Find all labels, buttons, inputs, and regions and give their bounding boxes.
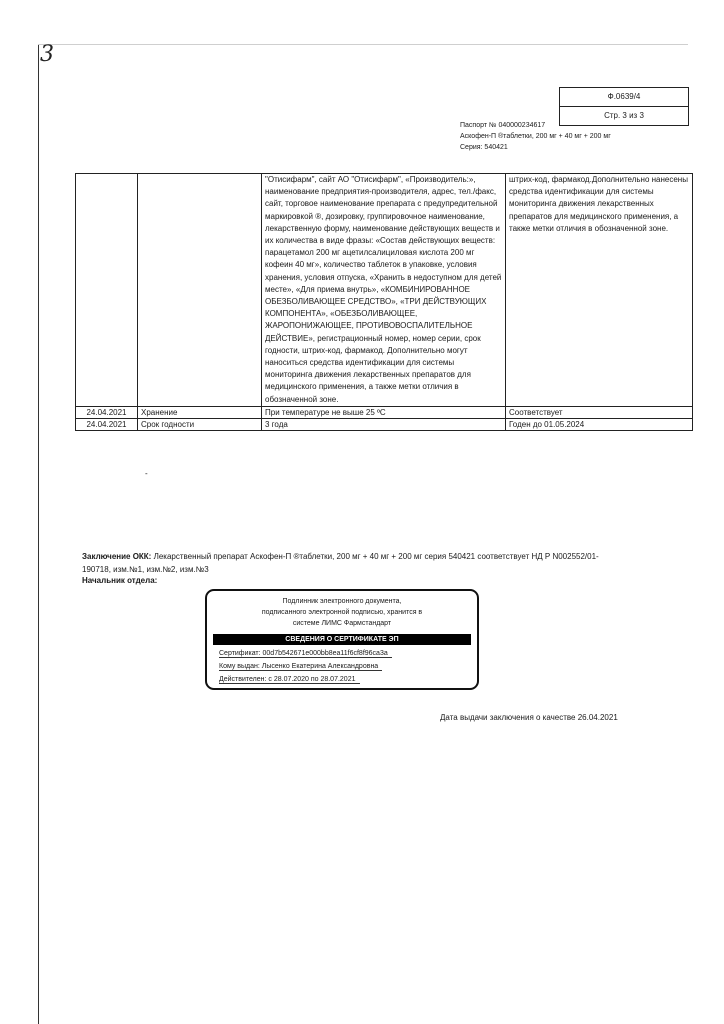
stamp-header — [207, 591, 477, 629]
stamp-certificate-bar: СВЕДЕНИЯ О СЕРТИФИКАТЕ ЭП — [213, 634, 471, 645]
table-cell-parameter — [138, 174, 262, 407]
conclusion-paragraph — [82, 551, 622, 576]
table-cell-requirement: 3 года — [262, 418, 506, 430]
stamp-line-1: Подлинник электронного документа, — [282, 598, 402, 605]
passport-header — [460, 120, 611, 153]
passport-number: Паспорт № 040000234617 — [460, 122, 546, 129]
handwritten-page-number: 3 — [40, 42, 54, 67]
issued-to-value: Кому выдан: Лысенко Екатерина Александровна — [219, 663, 382, 671]
product-name: Аскофен-П ®таблетки, 200 мг + 40 мг + 200 мг — [460, 133, 611, 140]
table-cell-result: штрих-код, фармакод.Дополнительно нанесены средства идентификации для системы мониторинга движения лекарственных препаратов для медицинского применения, а также метки отличия в обозначенной зоне. — [506, 174, 693, 407]
conclusion-text: Лекарственный препарат Аскофен-П ®таблетки, 200 мг + 40 мг + 200 мг серия 540421 соответствует НД Р N002552/01-190718, изм.№1, изм.№2, изм.№3 — [82, 552, 599, 574]
table-tick-mark: - — [145, 469, 148, 478]
certificate-value: Сертификат: 00d7b542671e000bb8ea11f6cf8f96ca3a — [219, 650, 392, 658]
table-cell-result: Годен до 01.05.2024 — [506, 418, 693, 430]
page-info: Стр. 3 из 3 — [560, 106, 688, 125]
stamp-issued-to — [219, 662, 477, 671]
table-row — [76, 418, 693, 430]
table-row — [76, 406, 693, 418]
scan-top-line — [38, 44, 688, 45]
table-cell-parameter: Срок годности — [138, 418, 262, 430]
table-row — [76, 174, 693, 407]
issue-date: Дата выдачи заключения о качестве 26.04.2021 — [440, 713, 618, 722]
stamp-line-3: системе ЛИМС Фармстандарт — [292, 620, 392, 627]
stamp-line-2: подписанного электронной подписью, хранится в — [261, 609, 423, 616]
form-code: Ф.0639/4 — [607, 92, 641, 101]
table-cell-requirement: "Отисифарм", сайт АО "Отисифарм", «Производитель:», наименование предприятия-производителя, адрес, тел./факс, сайт, торговое наименование препарата с предупредительной маркировкой ®, дозировку, группировочное наименование, лекарственную форму, наименование действующих веществ и их количества в виде фразы: «Состав действующих веществ: парацетамол 200 мг ацетилсалициловая кислота 200 мг кофеин 40 мг», количество таблеток в упаковке, условия хранения, условия отпуска, «Хранить в недоступном для детей месте», «Для приема внутрь», «КОМБИНИРОВАННОЕ ОБЕЗБОЛИВАЮЩЕЕ СРЕДСТВО», «ТРИ ДЕЙСТВУЮЩИХ КОМПОНЕНТА», «ОБЕЗБОЛИВАЮЩЕЕ, ЖАРОПОНИЖАЮЩЕЕ, ПРОТИВОВОСПАЛИТЕЛЬНОЕ ДЕЙСТВИЕ», регистрационный номер, номер серии, срок годности, штрих-код, фармакод. Дополнительно могут наноситься средства идентификации для системы мониторинга движения лекарственных препаратов для медицинского применения, а также метки отличия в обозначенной зоне. — [262, 174, 506, 407]
table-cell-date: 24.04.2021 — [76, 418, 138, 430]
table-cell-parameter: Хранение — [138, 406, 262, 418]
department-head-label: Начальник отдела: — [82, 576, 158, 585]
table-cell-requirement: При температуре не выше 25 ºС — [262, 406, 506, 418]
table-cell-date: 24.04.2021 — [76, 406, 138, 418]
validity-value: Действителен: с 28.07.2020 по 28.07.2021 — [219, 676, 360, 684]
conclusion-label: Заключение ОКК: — [82, 552, 152, 561]
table-cell-date — [76, 174, 138, 407]
series-number: Серия: 540421 — [460, 144, 508, 151]
electronic-signature-stamp — [205, 589, 479, 690]
scan-edge-line — [38, 44, 39, 1024]
stamp-validity — [219, 675, 477, 684]
quality-table — [75, 173, 693, 431]
stamp-certificate — [219, 649, 477, 658]
table-cell-result: Соответствует — [506, 406, 693, 418]
